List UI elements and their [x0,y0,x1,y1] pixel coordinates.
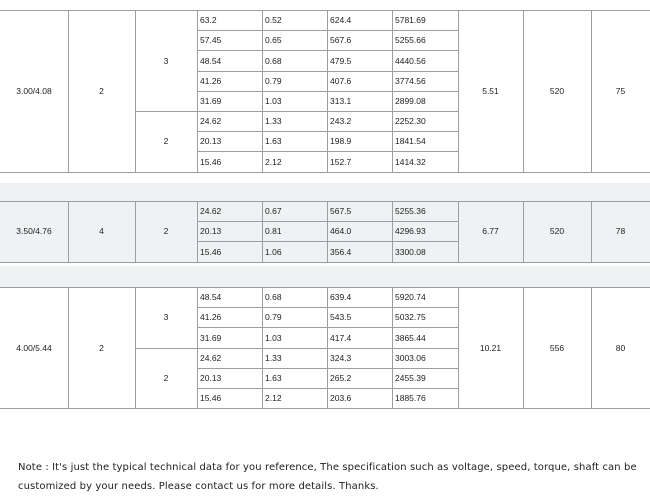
output-value: 5255.36 [395,206,426,216]
group-bottom-border [0,262,650,263]
size-value: 3.00/4.08 [16,86,52,96]
row-divider [197,151,458,152]
output-value: 2252.30 [395,116,426,126]
output-value: 4440.56 [395,56,426,66]
speed-value: 624.4 [330,15,352,25]
group-separator-band [0,183,650,201]
speed-value: 464.0 [330,226,352,236]
column-divider [262,201,263,262]
output-value: 2455.39 [395,373,426,383]
speed-value: 543.5 [330,312,352,322]
ratio-value: 20.13 [200,373,222,383]
ratio-value: 48.54 [200,292,222,302]
stage-value: 2 [163,136,169,146]
ratio-value: 31.69 [200,96,222,106]
row-divider [197,327,458,328]
torque-value: 1.03 [265,333,282,343]
column-divider [197,201,198,262]
row-divider [197,241,458,242]
output-value: 4296.93 [395,226,426,236]
poles-value: 2 [99,86,104,96]
speed-value: 243.2 [330,116,352,126]
column-divider [392,201,393,262]
torque-value: 1.33 [265,353,282,363]
torque-value: 2.12 [265,157,282,167]
frame-value: 556 [549,343,565,353]
speed-value: 567.5 [330,206,352,216]
column-divider [327,201,328,262]
output-value: 3300.08 [395,247,426,257]
output-value: 1885.76 [395,393,426,403]
output-value: 3003.06 [395,353,426,363]
speed-value: 203.6 [330,393,352,403]
ratio-value: 31.69 [200,333,222,343]
speed-value: 313.1 [330,96,352,106]
ratio-value: 24.62 [200,116,222,126]
output-value: 1841.54 [395,136,426,146]
ratio-value: 20.13 [200,226,222,236]
row-divider [197,50,458,51]
torque-value: 1.33 [265,116,282,126]
output-value: 1414.32 [395,157,426,167]
group-separator-band [0,266,650,287]
torque-value: 1.63 [265,373,282,383]
ratio-value: 15.46 [200,157,222,167]
torque-value: 1.03 [265,96,282,106]
ratio-value: 20.13 [200,136,222,146]
length-value: 75 [615,86,626,96]
speed-value: 324.3 [330,353,352,363]
torque-value: 0.68 [265,292,282,302]
current-value: 6.77 [482,226,499,236]
torque-value: 0.79 [265,312,282,322]
current-value: 5.51 [482,86,499,96]
speed-value: 479.5 [330,56,352,66]
ratio-value: 48.54 [200,56,222,66]
current-value: 10.21 [479,343,502,353]
group-bottom-border [0,172,650,173]
poles-value: 2 [99,343,104,353]
length-value: 80 [615,343,626,353]
output-value: 5781.69 [395,15,426,25]
ratio-value: 57.45 [200,35,222,45]
note-line-1: Note : It's just the typical technical data for you reference, The specification such as voltage, speed, torque, shaft can be [18,462,637,473]
torque-value: 0.81 [265,226,282,236]
torque-value: 0.65 [265,35,282,45]
speed-value: 639.4 [330,292,352,302]
stage-value: 2 [163,373,169,383]
ratio-value: 63.2 [200,15,217,25]
speed-value: 265.2 [330,373,352,383]
ratio-value: 41.26 [200,312,222,322]
frame-value: 520 [549,86,565,96]
output-value: 5255.66 [395,35,426,45]
torque-value: 0.52 [265,15,282,25]
output-value: 2899.08 [395,96,426,106]
ratio-value: 15.46 [200,247,222,257]
speed-value: 407.6 [330,76,352,86]
stage-value: 3 [163,56,169,66]
speed-value: 152.7 [330,157,352,167]
speed-value: 198.9 [330,136,352,146]
group-bottom-border [0,408,650,409]
output-value: 5032.75 [395,312,426,322]
speed-value: 417.4 [330,333,352,343]
torque-value: 0.67 [265,206,282,216]
speed-value: 567.6 [330,35,352,45]
size-value: 4.00/5.44 [16,343,52,353]
torque-value: 1.06 [265,247,282,257]
stage-value: 3 [163,312,169,322]
length-value: 78 [615,226,626,236]
speed-value: 356.4 [330,247,352,257]
ratio-value: 15.46 [200,393,222,403]
note-text [18,458,638,496]
output-value: 3865.44 [395,333,426,343]
output-value: 3774.56 [395,76,426,86]
ratio-value: 41.26 [200,76,222,86]
ratio-value: 24.62 [200,206,222,216]
torque-value: 0.79 [265,76,282,86]
ratio-value: 24.62 [200,353,222,363]
note-line-2: customized by your needs. Please contact us for more details. Thanks. [18,481,379,492]
torque-value: 0.68 [265,56,282,66]
size-value: 3.50/4.76 [16,226,52,236]
torque-value: 1.63 [265,136,282,146]
frame-value: 520 [549,226,565,236]
torque-value: 2.12 [265,393,282,403]
stage-value: 2 [163,226,169,236]
poles-value: 4 [99,226,104,236]
output-value: 5920.74 [395,292,426,302]
